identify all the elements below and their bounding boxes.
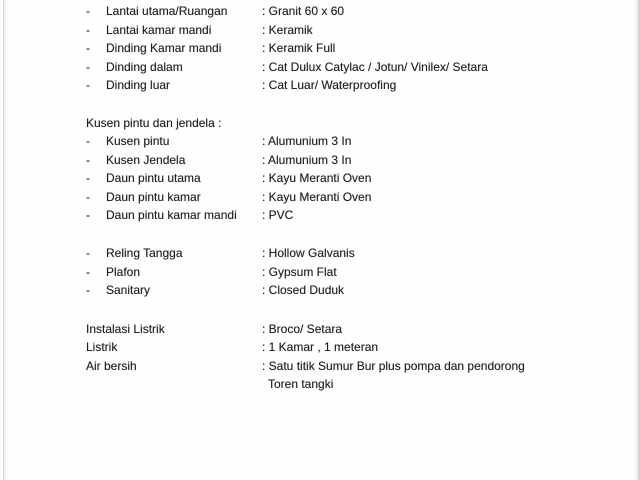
spec-value-continuation: Toren tangki xyxy=(268,377,334,391)
spec-row-dinding-luar xyxy=(0,76,640,94)
spec-row-lantai-utama xyxy=(0,2,640,20)
bullet-dash: - xyxy=(86,190,90,204)
spec-row-daun-pintu-kamar-mandi xyxy=(0,206,640,224)
spec-row-sanitary xyxy=(0,281,640,299)
spec-value: : Kayu Meranti Oven xyxy=(262,171,372,185)
spec-row-air-bersih-continuation xyxy=(0,375,640,393)
spec-label: Lantai kamar mandi xyxy=(106,23,212,37)
bullet-dash: - xyxy=(86,78,90,92)
spec-value: : Cat Luar/ Waterproofing xyxy=(262,78,397,92)
spec-row-kusen-pintu xyxy=(0,132,640,150)
spec-value: : Keramik xyxy=(262,23,313,37)
spec-label: Lantai utama/Ruangan xyxy=(106,4,228,18)
spec-row-daun-pintu-utama xyxy=(0,169,640,187)
spec-label: Daun pintu utama xyxy=(106,171,201,185)
spec-label: Listrik xyxy=(86,340,118,354)
spec-label: Dinding luar xyxy=(106,78,171,92)
bullet-dash: - xyxy=(86,246,90,260)
bullet-dash: - xyxy=(86,153,90,167)
spec-value: : 1 Kamar , 1 meteran xyxy=(262,340,379,354)
spec-value: : Granit 60 x 60 xyxy=(262,4,345,18)
bullet-dash: - xyxy=(86,265,90,279)
bullet-dash: - xyxy=(86,283,90,297)
spec-label: Reling Tangga xyxy=(106,246,183,260)
spec-value: : Alumunium 3 In xyxy=(262,153,352,167)
spec-value: : Hollow Galvanis xyxy=(262,246,355,260)
bullet-dash: - xyxy=(86,41,90,55)
spec-label: Daun pintu kamar mandi xyxy=(106,208,237,222)
spec-label: Dinding Kamar mandi xyxy=(106,41,222,55)
spec-value: : Gypsum Flat xyxy=(262,265,337,279)
spec-row-air-bersih xyxy=(0,357,640,375)
spec-label: Kusen pintu xyxy=(106,134,170,148)
spec-value: : Satu titik Sumur Bur plus pompa dan pendorong xyxy=(262,359,525,373)
spec-row-instalasi-listrik xyxy=(0,320,640,338)
spec-row-plafon xyxy=(0,263,640,281)
spec-value: : Keramik Full xyxy=(262,41,336,55)
spec-value: : Kayu Meranti Oven xyxy=(262,190,372,204)
spec-label: Plafon xyxy=(106,265,141,279)
spec-value: : Broco/ Setara xyxy=(262,322,343,336)
spec-label: Instalasi Listrik xyxy=(86,322,165,336)
spec-label: Dinding dalam xyxy=(106,60,183,74)
spec-row-listrik xyxy=(0,338,640,356)
spec-row-reling-tangga xyxy=(0,244,640,262)
bullet-dash: - xyxy=(86,208,90,222)
bullet-dash: - xyxy=(86,134,90,148)
spec-value: : Cat Dulux Catylac / Jotun/ Vinilex/ Setara xyxy=(262,60,488,74)
spec-label: Daun pintu kamar xyxy=(106,190,201,204)
spec-row-dinding-kamar-mandi xyxy=(0,39,640,57)
spec-label: Air bersih xyxy=(86,359,137,373)
bullet-dash: - xyxy=(86,4,90,18)
section-heading: Kusen pintu dan jendela : xyxy=(86,116,222,130)
spec-value: : Alumunium 3 In xyxy=(262,134,352,148)
spec-label: Kusen Jendela xyxy=(106,153,186,167)
spec-value: : Closed Duduk xyxy=(262,283,345,297)
bullet-dash: - xyxy=(86,60,90,74)
spec-row-lantai-kamar-mandi xyxy=(0,21,640,39)
spec-value: : PVC xyxy=(262,208,294,222)
bullet-dash: - xyxy=(86,171,90,185)
spec-label: Sanitary xyxy=(106,283,151,297)
spec-row-kusen-jendela xyxy=(0,151,640,169)
section-heading-row xyxy=(0,114,640,132)
bullet-dash: - xyxy=(86,23,90,37)
spec-row-daun-pintu-kamar xyxy=(0,188,640,206)
spec-row-dinding-dalam xyxy=(0,58,640,76)
